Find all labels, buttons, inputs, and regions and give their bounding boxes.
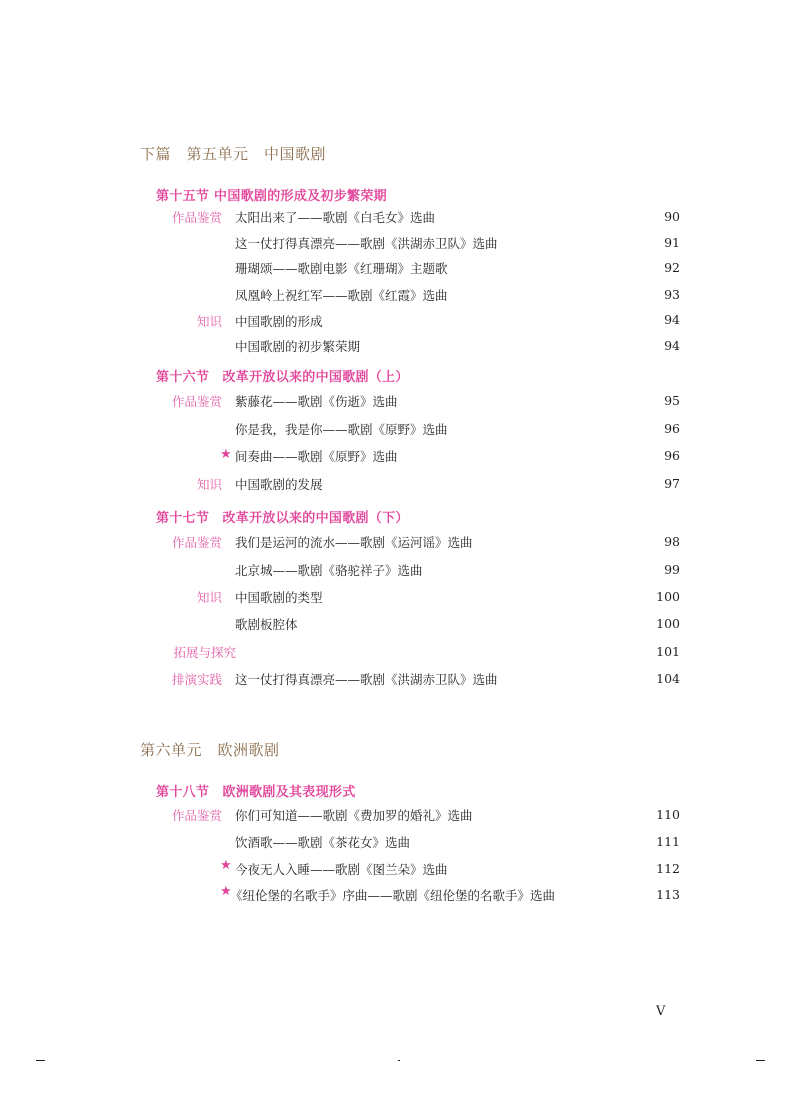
toc-page-number: 94 xyxy=(664,338,680,353)
toc-entry[interactable]: 今夜无人入睡——歌剧《图兰朵》选曲 xyxy=(235,862,448,877)
toc-entry[interactable]: 珊瑚颂——歌剧电影《红珊瑚》主题歌 xyxy=(235,261,448,276)
part-five-title: 下篇 第五单元 中国歌剧 xyxy=(140,145,327,163)
toc-entry[interactable]: 紫藤花——歌剧《伤逝》选曲 xyxy=(235,394,398,409)
toc-entry[interactable]: 你是我，我是你——歌剧《原野》选曲 xyxy=(235,422,448,437)
toc-page-number: 93 xyxy=(664,287,680,302)
page-number: V xyxy=(656,1004,666,1019)
star-icon: ★ xyxy=(220,447,232,462)
toc-page-number: 99 xyxy=(664,562,680,577)
section-18-title[interactable]: 第十八节 欧洲歌剧及其表现形式 xyxy=(156,785,356,800)
toc-entry[interactable]: 歌剧板腔体 xyxy=(235,617,298,632)
category-label-knowledge: 知识 xyxy=(196,590,222,605)
toc-page-number: 112 xyxy=(656,861,680,876)
toc-entry[interactable]: 我们是运河的流水——歌剧《运河谣》选曲 xyxy=(235,535,473,550)
star-icon: ★ xyxy=(220,858,232,873)
section-15-title[interactable]: 第十五节 中国歌剧的形成及初步繁荣期 xyxy=(156,189,387,204)
toc-page-number: 90 xyxy=(664,209,680,224)
toc-entry[interactable]: 太阳出来了——歌剧《白毛女》选曲 xyxy=(235,210,436,225)
category-label-works: 作品鉴赏 xyxy=(171,210,222,225)
category-label-knowledge: 知识 xyxy=(196,314,222,329)
toc-page-number: 92 xyxy=(664,260,680,275)
toc-page-number: 98 xyxy=(664,534,680,549)
toc-entry[interactable]: 北京城——歌剧《骆驼祥子》选曲 xyxy=(235,563,423,578)
toc-page-number: 101 xyxy=(656,644,680,659)
toc-page-number: 94 xyxy=(664,312,680,327)
toc-page-number: 100 xyxy=(656,616,680,631)
toc-page-number: 113 xyxy=(656,887,680,902)
toc-entry[interactable]: 《纽伦堡的名歌手》序曲——歌剧《纽伦堡的名歌手》选曲 xyxy=(230,888,556,903)
toc-page-number: 104 xyxy=(656,671,680,686)
category-label-works: 作品鉴赏 xyxy=(171,535,222,550)
toc-entry[interactable]: 中国歌剧的形成 xyxy=(235,314,323,329)
toc-page-number: 111 xyxy=(656,834,680,849)
toc-entry[interactable]: 中国歌剧的初步繁荣期 xyxy=(235,339,361,354)
toc-entry[interactable]: 中国歌剧的发展 xyxy=(235,477,323,492)
toc-entry[interactable]: 间奏曲——歌剧《原野》选曲 xyxy=(235,449,398,464)
toc-entry[interactable]: 这一仗打得真漂亮——歌剧《洪湖赤卫队》选曲 xyxy=(235,672,498,687)
toc-page-number: 97 xyxy=(664,476,680,491)
crop-mark xyxy=(398,1060,400,1061)
category-label-works: 作品鉴赏 xyxy=(171,394,222,409)
toc-page-number: 91 xyxy=(664,235,680,250)
toc-entry[interactable]: 中国歌剧的类型 xyxy=(235,590,323,605)
toc-entry[interactable]: 这一仗打得真漂亮——歌剧《洪湖赤卫队》选曲 xyxy=(235,236,498,251)
toc-page-number: 110 xyxy=(656,807,680,822)
section-16-title[interactable]: 第十六节 改革开放以来的中国歌剧（上） xyxy=(156,370,409,385)
category-label-explore[interactable]: 拓展与探究 xyxy=(173,645,236,660)
toc-page-number: 95 xyxy=(664,393,680,408)
toc-page-number: 100 xyxy=(656,589,680,604)
toc-page-number: 96 xyxy=(664,421,680,436)
toc-entry[interactable]: 饮酒歌——歌剧《茶花女》选曲 xyxy=(235,835,411,850)
section-17-title[interactable]: 第十七节 改革开放以来的中国歌剧（下） xyxy=(156,511,409,526)
toc-entry[interactable]: 凤凰岭上祝红军——歌剧《红霞》选曲 xyxy=(235,288,448,303)
category-label-knowledge: 知识 xyxy=(196,477,222,492)
star-icon: ★ xyxy=(220,884,232,899)
category-label-rehearsal: 排演实践 xyxy=(171,672,222,687)
crop-mark xyxy=(756,1060,765,1061)
part-six-title: 第六单元 欧洲歌剧 xyxy=(140,741,280,759)
crop-mark xyxy=(36,1060,45,1061)
category-label-works: 作品鉴赏 xyxy=(171,808,222,823)
toc-entry[interactable]: 你们可知道——歌剧《费加罗的婚礼》选曲 xyxy=(235,808,473,823)
toc-page-number: 96 xyxy=(664,448,680,463)
